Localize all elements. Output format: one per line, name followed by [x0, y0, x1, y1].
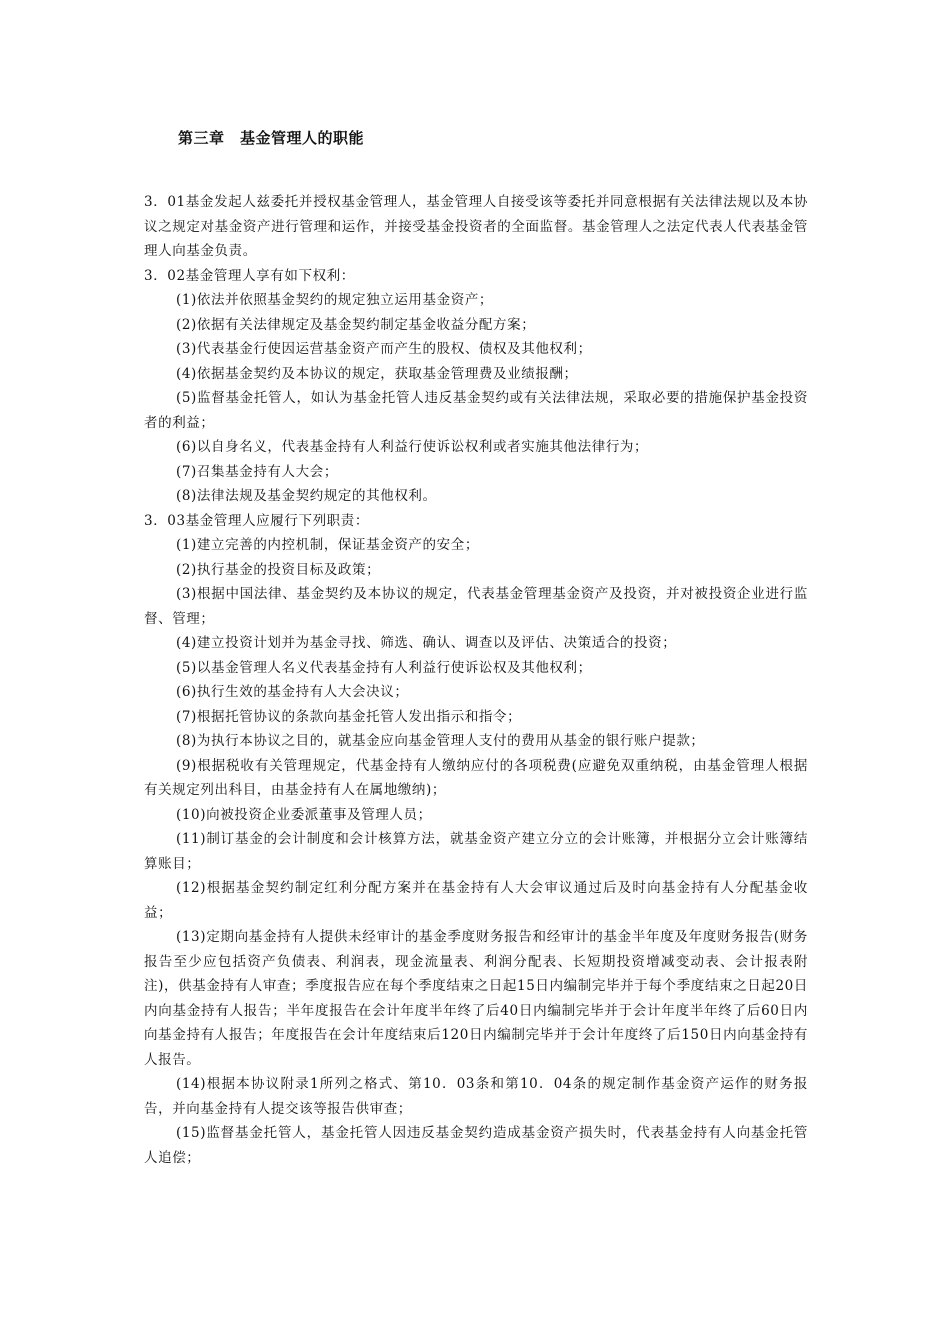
list-item: (1)依法并依照基金契约的规定独立运用基金资产； [176, 292, 494, 308]
list-item: (13)定期向基金持有人提供未经审计的基金季度财务报告和经审计的基金半年度及年度财务报告(财务报告至少应包括资产负债表、利润表，现金流量表、利润分配表、长短期投资增减变动表、会计报表附注)，供基金持有人审查；季度报告应在每个季度结束之日起15日内编制完毕并于每个季度结束之日起20日内向基金持有人报告；半年度报告在会计年度半年终了后40日内编制完毕并于会计年度半年终了后60日内向基金持有人报告；年度报告在会计年度结束后120日内编制完毕并于会计年度终了后150日内向基金持有人报告。 [144, 929, 808, 1068]
list-item: (3)代表基金行使因运营基金资产而产生的股权、债权及其他权利； [176, 341, 592, 357]
chapter-title: 第三章 基金管理人的职能 [178, 129, 365, 147]
list-item: (11)制订基金的会计制度和会计核算方法，就基金资产建立分立的会计账簿，并根据分立会计账簿结算账目； [144, 831, 808, 872]
list-item: (2)执行基金的投资目标及政策； [176, 561, 381, 578]
list-item: (9)根据税收有关管理规定，代基金持有人缴纳应付的各项税费(应避免双重纳税，由基金管理人根据有关规定列出科目，由基金持有人在属地缴纳)； [144, 757, 808, 798]
list-item: (8)为执行本协议之目的，就基金应向基金管理人支付的费用从基金的银行账户提款； [176, 733, 705, 749]
clause-3-01: 3．01基金发起人兹委托并授权基金管理人，基金管理人自接受该等委托并同意根据有关法律法规以及本协议之规定对基金资产进行管理和运作，并接受基金投资者的全面监督。基金管理人之法定代表人代表基金管理人向基金负责。 [144, 194, 808, 259]
list-item: (5)监督基金托管人，如认为基金托管人违反基金契约或有关法律法规，采取必要的措施保护基金投资者的利益； [144, 390, 808, 431]
list-item: (2)依据有关法律规定及基金契约制定基金收益分配方案； [176, 316, 536, 333]
list-item: (10)向被投资企业委派董事及管理人员； [176, 806, 432, 823]
clause-3-03-heading: 3．03基金管理人应履行下列职责： [144, 512, 369, 529]
list-item: (1)建立完善的内控机制，保证基金资产的安全； [176, 537, 479, 553]
list-item: (7)召集基金持有人大会； [176, 463, 338, 480]
list-item: (4)依据基金契约及本协议的规定，获取基金管理费及业绩报酬； [176, 365, 578, 382]
list-item: (3)根据中国法律、基金契约及本协议的规定，代表基金管理基金资产及投资，并对被投资企业进行监督、管理； [144, 586, 808, 627]
list-item: (14)根据本协议附录1所列之格式、第10．03条和第10．04条的规定制作基金资产运作的财务报告，并向基金持有人提交该等报告供审查； [144, 1076, 808, 1117]
list-item: (6)以自身名义，代表基金持有人利益行使诉讼权利或者实施其他法律行为； [176, 439, 649, 455]
list-item: (7)根据托管协议的条款向基金托管人发出指示和指令； [176, 708, 522, 725]
list-item: (5)以基金管理人名义代表基金持有人利益行使诉讼权及其他权利； [176, 659, 592, 676]
list-item: (15)监督基金托管人，基金托管人因违反基金契约造成基金资产损失时，代表基金持有人向基金托管人追偿； [144, 1125, 808, 1166]
list-item: (12)根据基金契约制定红利分配方案并在基金持有人大会审议通过后及时向基金持有人分配基金收益； [144, 880, 808, 921]
list-item: (6)执行生效的基金持有人大会决议； [176, 684, 409, 700]
clause-3-02-heading: 3．02基金管理人享有如下权利： [144, 267, 355, 284]
document-body [144, 190, 808, 1170]
list-item: (8)法律法规及基金契约规定的其他权利。 [176, 488, 437, 504]
list-item: (4)建立投资计划并为基金寻找、筛选、确认、调查以及评估、决策适合的投资； [176, 635, 677, 651]
